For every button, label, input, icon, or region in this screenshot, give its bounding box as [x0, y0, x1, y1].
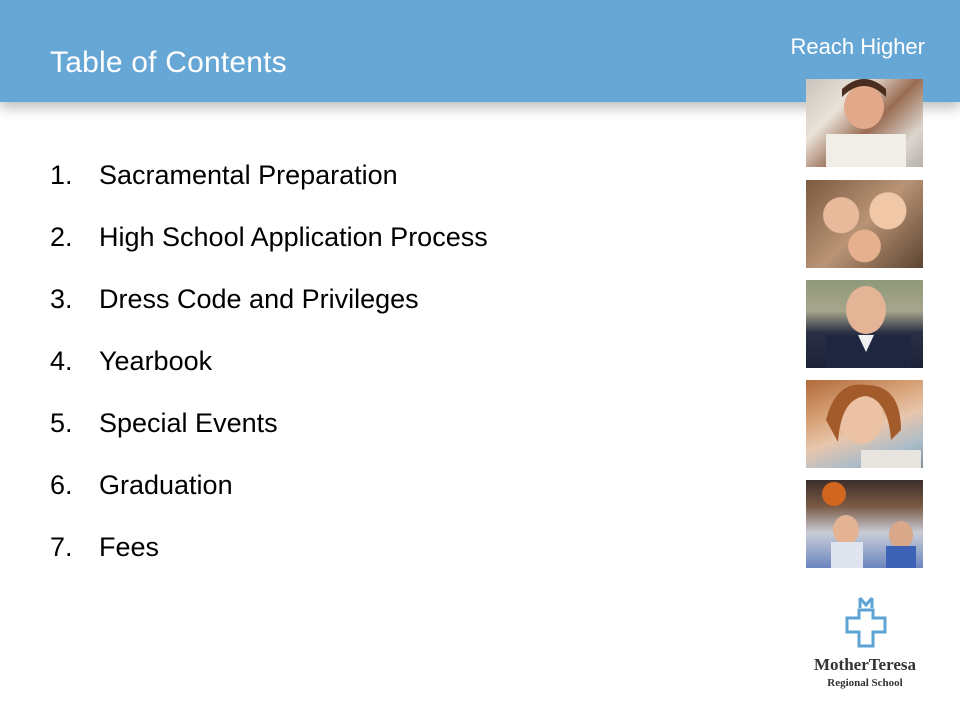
- slide-title: Table of Contents: [50, 46, 287, 79]
- school-logo-subtitle: Regional School: [827, 677, 903, 689]
- toc-item-label: Special Events: [99, 408, 278, 438]
- tagline: Reach Higher: [790, 34, 925, 59]
- toc-item-label: High School Application Process: [99, 222, 488, 252]
- toc-item: 2. High School Application Process: [50, 222, 488, 284]
- toc-item-label: Sacramental Preparation: [99, 160, 398, 190]
- basketball-photo: [806, 480, 923, 568]
- toc-item: 5. Special Events: [50, 408, 488, 470]
- toc-item-label: Yearbook: [99, 346, 213, 376]
- girl-reading-photo: [806, 380, 923, 468]
- children-circle-photo: [806, 180, 923, 268]
- school-logo-name: MotherTeresa: [814, 655, 916, 674]
- toc-item: 7. Fees: [50, 532, 488, 594]
- toc-item: 4. Yearbook: [50, 346, 488, 408]
- toc-item: 3. Dress Code and Privileges: [50, 284, 488, 346]
- boy-looking-up-photo: [806, 280, 923, 368]
- toc-item-label: Dress Code and Privileges: [99, 284, 419, 314]
- toc-item-label: Fees: [99, 532, 160, 562]
- boy-writing-photo: [806, 79, 923, 167]
- toc-item: 1. Sacramental Preparation: [50, 160, 488, 222]
- toc-item-label: Graduation: [99, 470, 233, 500]
- table-of-contents-list: [50, 160, 488, 594]
- logo-cross-icon: [843, 596, 889, 653]
- toc-item: 6. Graduation: [50, 470, 488, 532]
